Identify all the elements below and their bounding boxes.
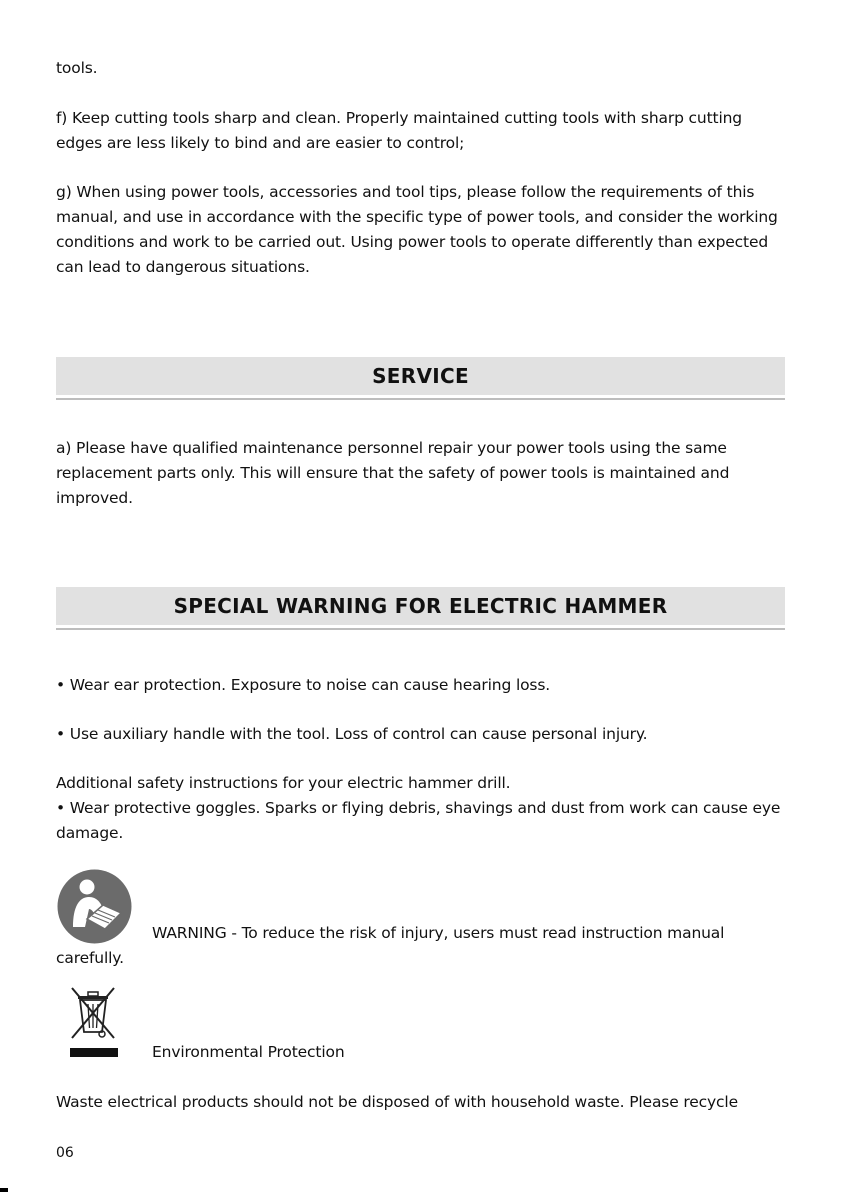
bullet-goggles: • Wear protective goggles. Sparks or flying debris, shavings and dust from work can cause eye damage. (56, 799, 781, 842)
instruction-g: g) When using power tools, accessories and tool tips, please follow the requirements of this manual, and use in accordance with the specific type of power tools, and consider the working conditions and work to be carried out. Using power tools to operate differently than expected can lead to dangerous situations. (56, 183, 778, 276)
continuation-text: tools. (56, 59, 98, 77)
bullet-ear-protection: • Wear ear protection. Exposure to noise can cause hearing loss. (56, 676, 551, 694)
additional-instructions: Additional safety instructions for your electric hammer drill. (56, 774, 511, 792)
crossed-bin-icon (64, 984, 124, 1060)
page-number: 06 (56, 1145, 74, 1161)
instruction-f: f) Keep cutting tools sharp and clean. Properly maintained cutting tools with sharp cutting edges are less likely to bind and are easier to control; (56, 109, 742, 152)
warning-text: WARNING - To reduce the risk of injury, users must read instruction manual (152, 924, 725, 942)
environmental-protection-label: Environmental Protection (152, 1043, 345, 1061)
special-warning-divider (56, 628, 785, 630)
waste-disposal-text: Waste electrical products should not be disposed of with household waste. Please recycle (56, 1093, 738, 1111)
crop-mark (0, 1188, 8, 1192)
service-heading: SERVICE (56, 357, 785, 395)
bullet-auxiliary-handle: • Use auxiliary handle with the tool. Loss of control can cause personal injury. (56, 725, 648, 743)
service-divider (56, 398, 785, 400)
special-warning-heading: SPECIAL WARNING FOR ELECTRIC HAMMER (56, 587, 785, 625)
read-manual-icon (57, 869, 132, 944)
service-instruction-a: a) Please have qualified maintenance personnel repair your power tools using the same replacement parts only. This will ensure that the safety of power tools is maintained and improved. (56, 439, 730, 507)
warning-text-continued: carefully. (56, 949, 124, 967)
